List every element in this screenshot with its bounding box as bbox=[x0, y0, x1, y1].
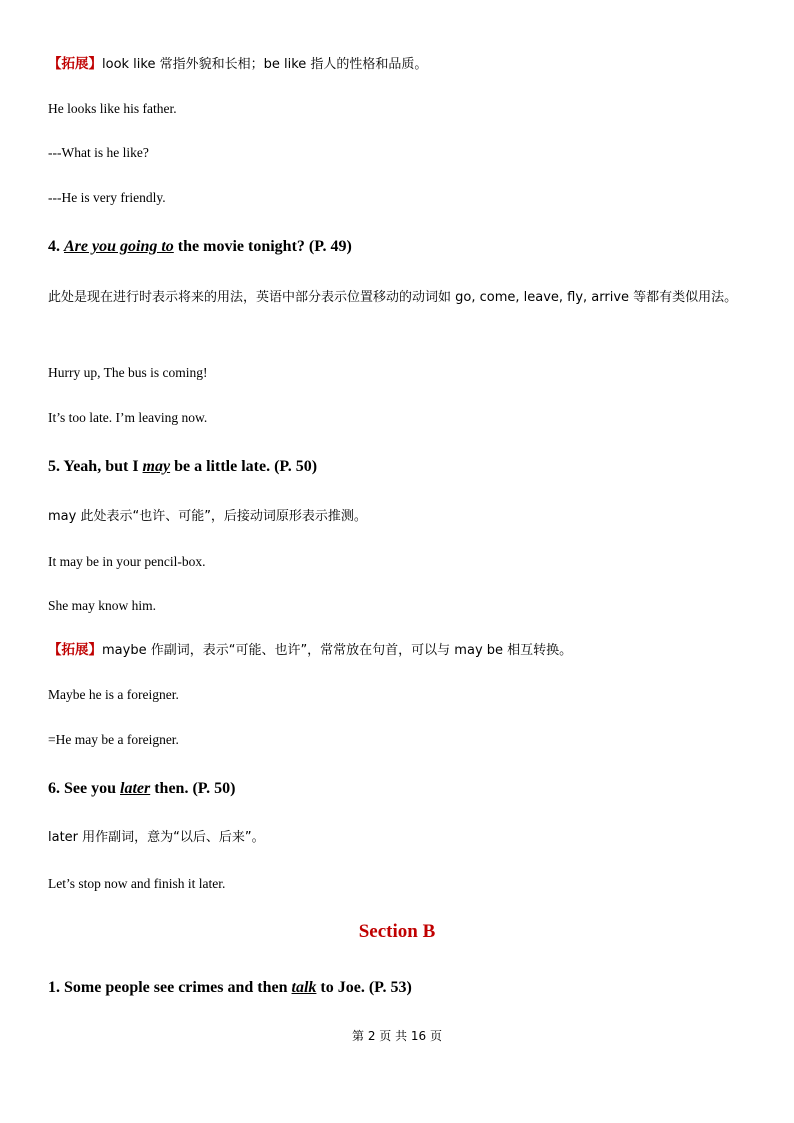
extension-note-2: 【拓展】maybe 作副词，表示“可能、也许”，常常放在句首，可以与 may be 相互转换。 bbox=[48, 642, 573, 658]
example-sentence: It may be in your pencil-box. bbox=[48, 554, 206, 569]
example-sentence: ---What is he like? bbox=[48, 145, 149, 160]
keyword: talk bbox=[291, 979, 317, 996]
explanation-6: later 用作副词，意为“以后、后来”。 bbox=[48, 830, 265, 845]
section-title: Section B bbox=[358, 921, 436, 942]
explanation-4: 此处是现在进行时表示将来的用法，英语中部分表示位置移动的动词如 go, come, leave, fly, arrive 等都有类似用法。 bbox=[48, 290, 738, 305]
keyword: may bbox=[142, 458, 171, 475]
example-sentence: Hurry up, The bus is coming! bbox=[48, 365, 208, 380]
keyword: Are you going to bbox=[64, 238, 174, 255]
example-sentence: =He may be a foreigner. bbox=[48, 732, 179, 747]
example-sentence: It’s too late. I’m leaving now. bbox=[48, 410, 208, 425]
example-sentence: He looks like his father. bbox=[48, 101, 177, 116]
example-sentence: She may know him. bbox=[48, 598, 156, 613]
extension-tag: 【拓展】 bbox=[48, 56, 102, 72]
point-heading-6: 6. See you later then. (P. 50) bbox=[48, 780, 236, 797]
point-heading-5: 5. Yeah, but I may be a little late. (P. 50) bbox=[48, 458, 318, 475]
point-heading-4: 4. Are you going to the movie tonight? (P. 49) bbox=[48, 238, 352, 255]
example-sentence: Maybe he is a foreigner. bbox=[48, 687, 179, 702]
extension-note-1: 【拓展】look like 常指外貌和长相；be like 指人的性格和品质。 bbox=[48, 56, 428, 72]
point-heading-b1: 1. Some people see crimes and then talk to Joe. (P. 53) bbox=[48, 979, 412, 996]
example-sentence: ---He is very friendly. bbox=[48, 190, 166, 205]
keyword: later bbox=[120, 780, 151, 797]
explanation-5: may 此处表示“也许、可能”，后接动词原形表示推测。 bbox=[48, 509, 367, 524]
example-sentence: Let’s stop now and finish it later. bbox=[48, 876, 226, 891]
extension-tag: 【拓展】 bbox=[48, 642, 102, 658]
page-number-footer: 第 2 页 共 16 页 bbox=[352, 1029, 442, 1043]
